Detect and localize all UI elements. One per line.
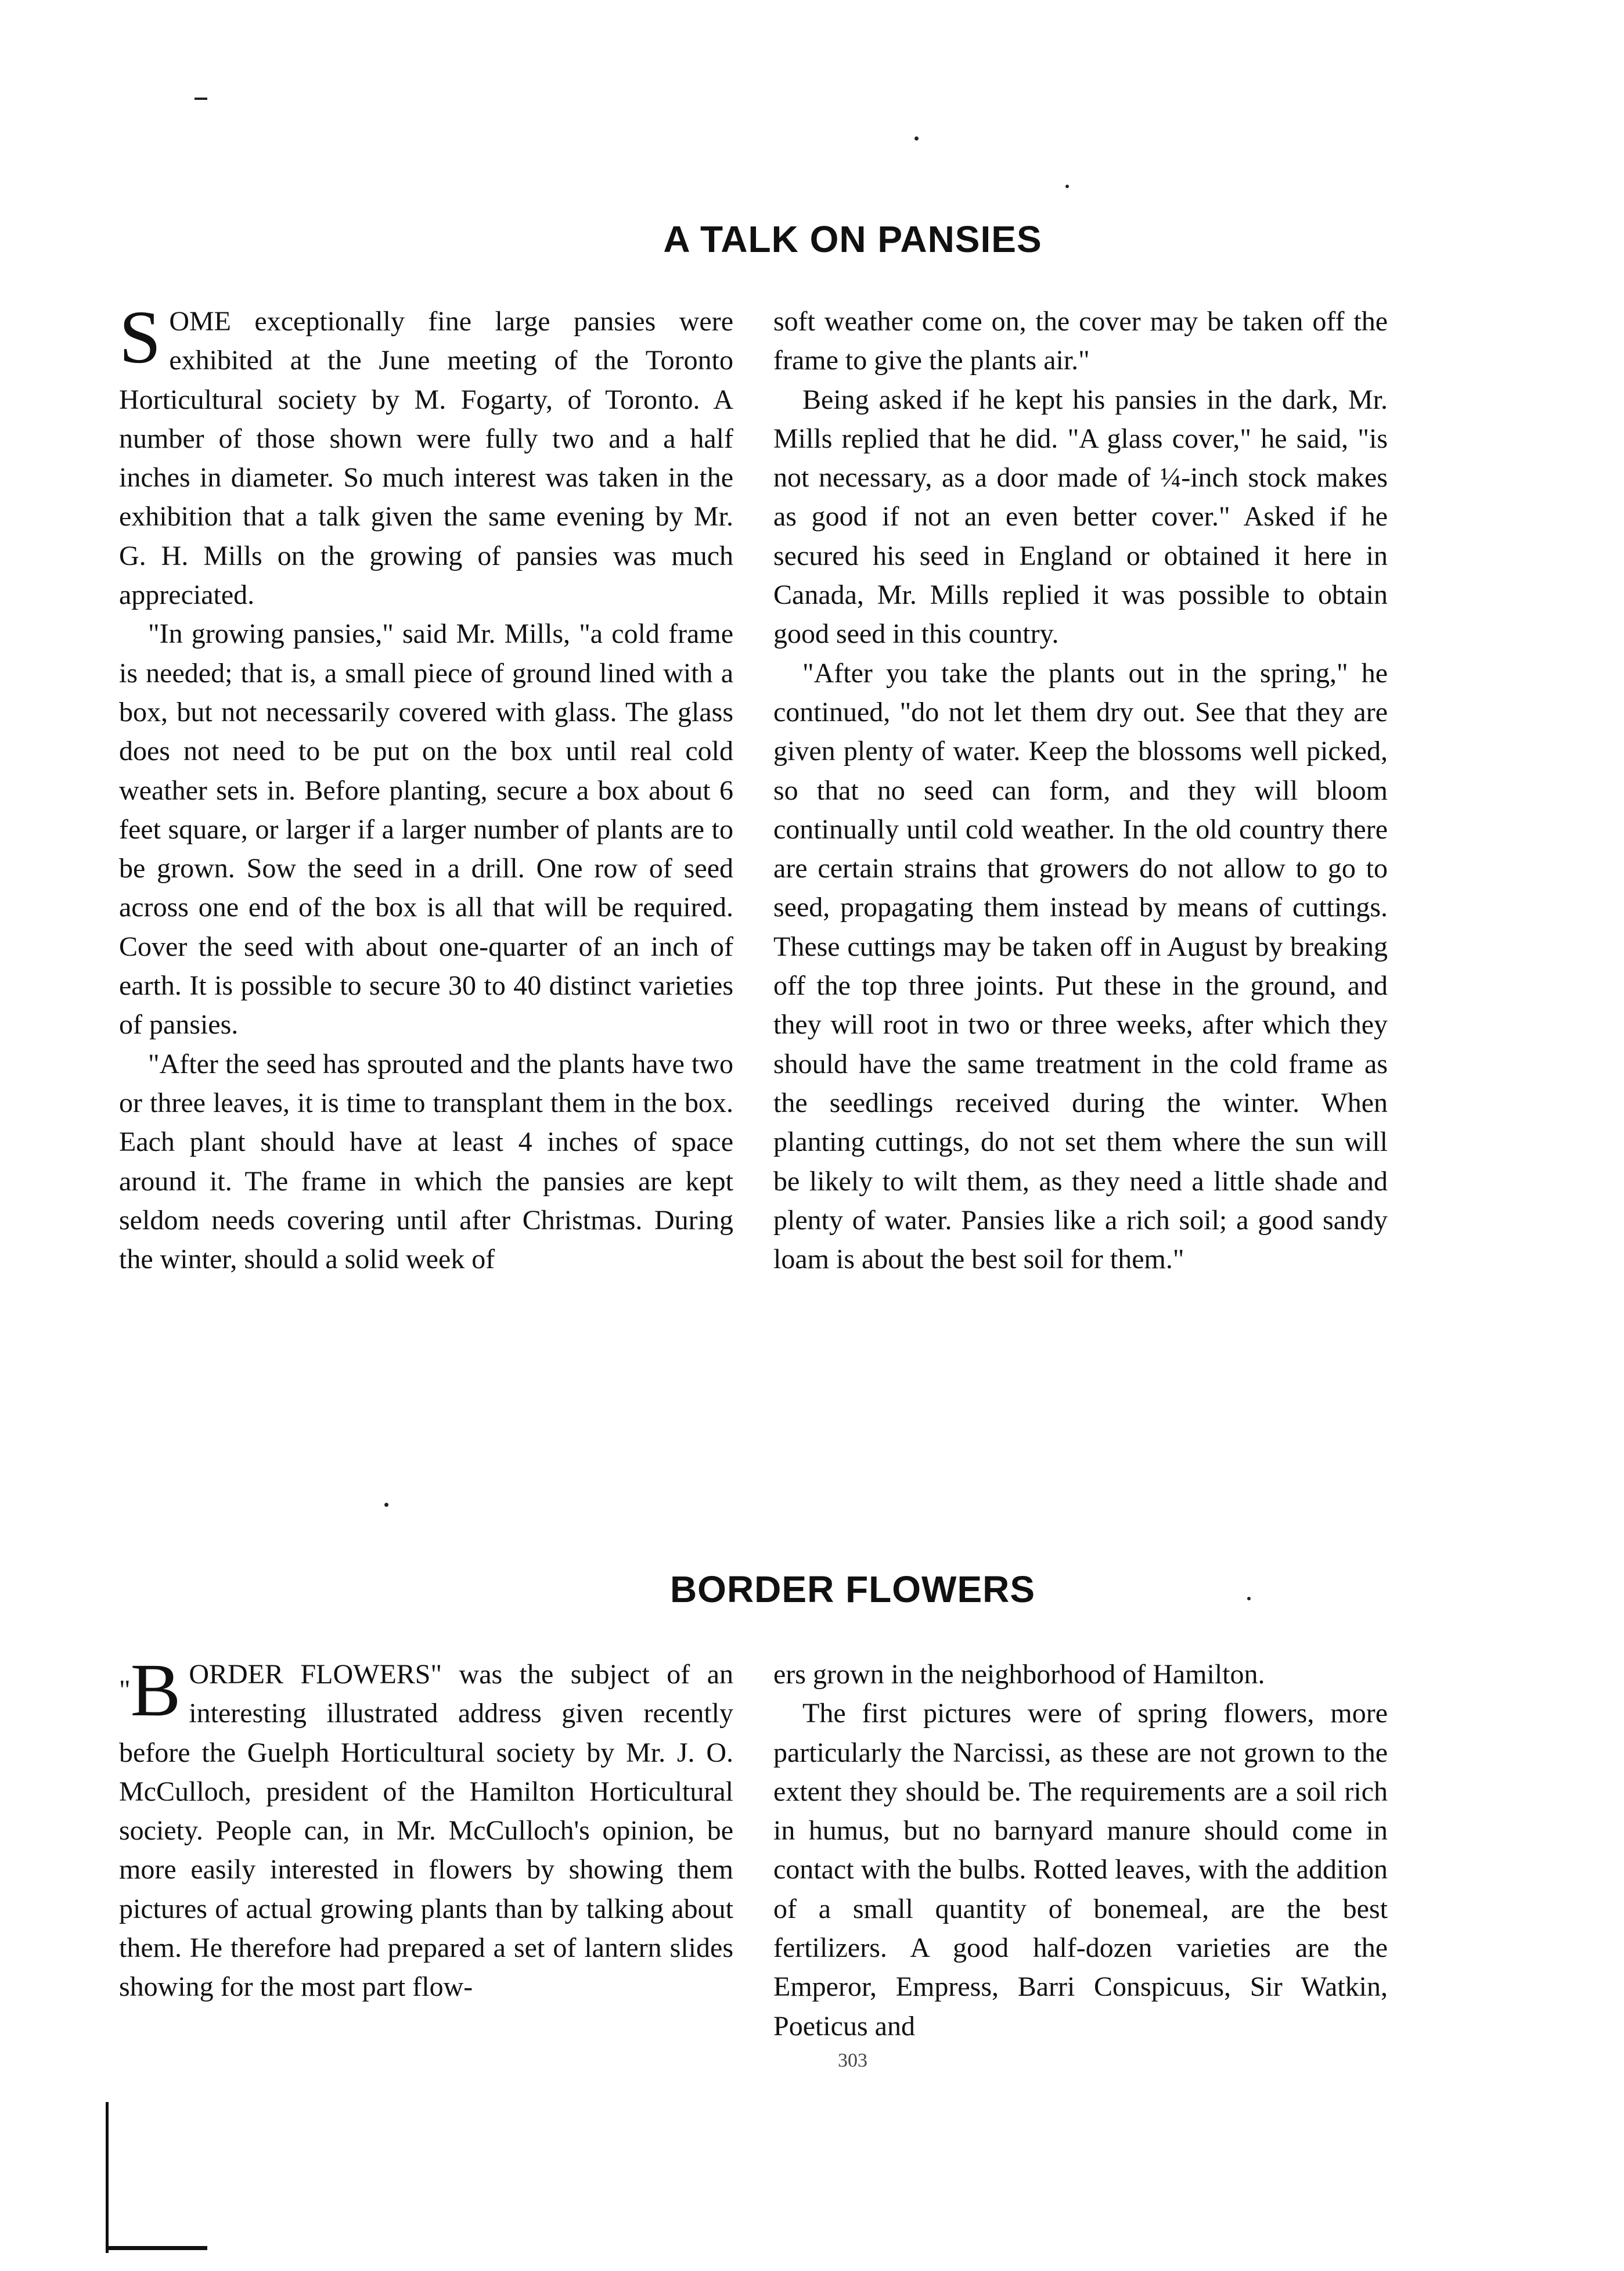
open-quote: " [119,1675,131,1705]
article-title-border-flowers: BORDER FLOWERS [669,1568,1036,1610]
article-pansies-right-column [773,302,1388,1279]
paragraph: Being asked if he kept his pansies in the dark, Mr. Mills replied that he did. "A glass cover," he said, "is not necessary, as a door made of ¼-inch stock makes as good if not an even better cover." Asked if he secured his seed in England or obtained it here in Canada, Mr. Mills replied it was possible to obtain good seed in this country. [773,384,1388,650]
paragraph [119,1649,733,2007]
paragraph-text: OME exceptionally fine large pansies were exhibited at the June meeting of the Toronto Horticultural society by M. Fogarty, of Toronto. A number of those shown were fully two and a half inches in diameter. So much interest was taken in the exhibition that a talk given the same evening by Mr. G. H. Mills on the growing of pansies was much appreciated. [119,306,733,611]
paragraph: "After the seed has sprouted and the plants have two or three leaves, it is time to transplant them in the box. Each plant should have at least 4 inches of space around it. The frame in which the pansies are kept seldom needs covering until after Christmas. During the winter, should a solid week of [119,1048,733,1275]
stray-dot [384,1503,388,1507]
paragraph [119,296,733,614]
drop-cap-letter: B [130,1649,181,1732]
drop-cap [119,1649,181,1732]
stray-dot [914,136,919,141]
paragraph: "After you take the plants out in the spring," he continued, "do not let them dry out. See that they are given plenty of water. Keep the blossoms well picked, so that no seed can form, and they will bloom continually until cold weather. In the old country there are certain strains that growers do not allow to go to seed, propagating them instead by means of cuttings. These cuttings may be taken off in August by breaking off the top three joints. Put these in the ground, and they will root in two or three weeks, after which they should have the same treatment in the cold frame as the seedlings received during the winter. When planting cuttings, do not set them where the sun will be likely to wilt them, as they need a little shade and plenty of water. Pansies like a rich soil; a good sandy loam is about the best soil for them." [773,657,1388,1275]
article-border-left-column [119,1649,733,2007]
paragraph: ers grown in the neighborhood of Hamilton. [773,1659,1265,1690]
page-edge-foot [106,2246,207,2250]
paragraph-text: ORDER FLOWERS" was the subject of an interesting illustrated address given recently before the Guelph Horticultural society by Mr. J. O. McCulloch, president of the Hamilton Horticultural society. People can, in Mr. McCulloch's opinion, be more easily interested in flowers by showing them pictures of actual growing plants than by talking about them. He therefore had prepared a set of lantern slides showing for the most part flow- [119,1659,733,2003]
paragraph: soft weather come on, the cover may be taken off the frame to give the plants air." [773,306,1388,376]
article-border-right-column [773,1655,1388,2046]
article-title-pansies: A TALK ON PANSIES [663,218,1042,260]
article-pansies-left-column [119,296,733,1279]
paragraph: "In growing pansies," said Mr. Mills, "a cold frame is needed; that is, a small piece of ground lined with a box, but not necessarily covered with glass. The glass does not need to be put on the box until real cold weather sets in. Before planting, secure a box about 6 feet square, or larger if a larger number of plants are to be grown. Sow the seed in a drill. One row of seed across one end of the box is all that will be required. Cover the seed with about one-quarter of an inch of earth. It is possible to secure 30 to 40 distinct varieties of pansies. [119,618,733,1041]
paragraph: The first pictures were of spring flowers, more particularly the Narcissi, as these are not grown to the extent they should be. The requirements are a soil rich in humus, but no barnyard manure should come in contact with the bulbs. Rotted leaves, with the addition of a small quantity of bonemeal, are the best fertilizers. A good half-dozen varieties are the Emperor, Empress, Barri Conspicuus, Sir Watkin, Poeticus and [773,1698,1388,2042]
stray-mark [195,98,207,100]
stray-dot [1065,185,1069,188]
page-edge-line [106,2102,109,2253]
page-number: 303 [838,2050,867,2071]
drop-cap: S [119,296,161,379]
